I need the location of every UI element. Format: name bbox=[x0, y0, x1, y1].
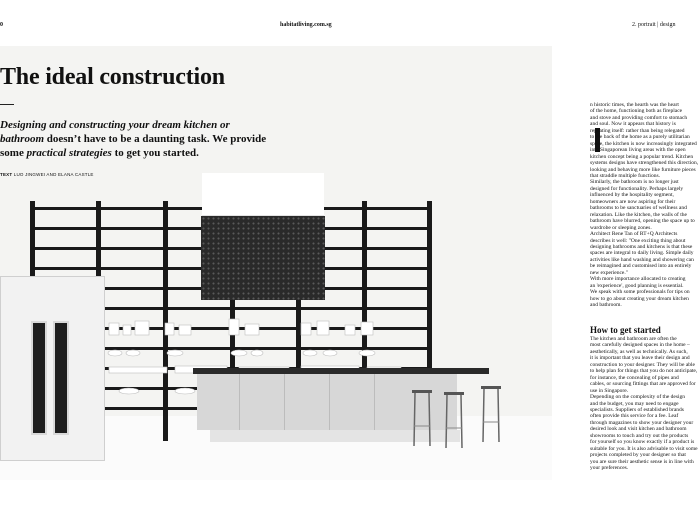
intro-text bbox=[590, 102, 700, 309]
text-line: The kitchen and bathroom are often the bbox=[590, 336, 677, 342]
text-line: repeating itself: rather than being relegated bbox=[590, 127, 685, 134]
text-line: suitable for you. It is also advisable to visit some bbox=[590, 445, 698, 452]
article-title: The ideal construction bbox=[0, 64, 225, 90]
text-line: your preferences. bbox=[590, 465, 629, 472]
text-line: designing bathrooms and kitchens is that these bbox=[590, 243, 693, 250]
text-line: spaces are integral to daily living. Simple daily bbox=[590, 250, 694, 257]
section-label: 2. portrait | design bbox=[632, 22, 676, 28]
text-line: and stove and providing comfort to stomach bbox=[590, 114, 688, 121]
article-column bbox=[566, 46, 700, 525]
page-header bbox=[0, 0, 700, 46]
text-line: through magazines to show your designer your bbox=[590, 419, 694, 426]
text-line: bathrooms to be sanctuaries of wellness and bbox=[590, 205, 687, 212]
text-line: Similarly, the bathroom is no longer just bbox=[590, 179, 679, 186]
text-line: be reimagined and customised into an entirely bbox=[590, 263, 692, 270]
section-text bbox=[590, 336, 700, 472]
text-line: for yourself so you know exactly if a product is bbox=[590, 439, 695, 446]
text-line: desired look and visit kitchen and bathroom bbox=[590, 426, 687, 433]
text-line: specialists. Suppliers of established brands bbox=[590, 406, 684, 413]
textured-black-panel bbox=[201, 216, 325, 300]
text-line: relaxation. Like the kitchen, the walls of the bbox=[590, 211, 687, 218]
text-line: cables, or sourcing fittings that are approved for bbox=[590, 381, 696, 388]
white-extractor-hood bbox=[202, 173, 324, 216]
text-line: bathroom have blurred, opening the space up to bbox=[590, 218, 695, 225]
text-line: it is important that you leave their design and bbox=[590, 355, 690, 362]
kitchen-photo-page bbox=[0, 46, 552, 480]
text-line: looking and behaving more like furniture pieces bbox=[590, 166, 696, 173]
bar-stool bbox=[411, 390, 433, 446]
text-line: n historic times, the hearth was the heart bbox=[590, 102, 679, 108]
title-rule bbox=[0, 104, 14, 105]
text-line: activities like hand washing and showering can bbox=[590, 256, 694, 263]
text-line: projects completed by your designer so that bbox=[590, 452, 686, 459]
text-line: showrooms to touch and try out the products bbox=[590, 432, 689, 439]
text-line: new experience." bbox=[590, 269, 628, 276]
text-line: aesthetically, as well as technically. As such, bbox=[590, 348, 688, 355]
text-line: and bathroom. bbox=[590, 302, 622, 309]
bar-stool bbox=[443, 392, 465, 448]
text-line: to the back of the home as a purely utilitarian bbox=[590, 134, 690, 141]
byline: TEXT LUO JINGWEI AND ELANA CASTLE bbox=[0, 172, 94, 177]
subhead-how-to-get-started: How to get started bbox=[590, 325, 661, 335]
text-line: influenced by the hospitality segment, bbox=[590, 192, 674, 199]
text-line: use in Singapore. bbox=[590, 387, 629, 394]
text-line: designed for functionality. Perhaps largely bbox=[590, 185, 684, 192]
text-line: Depending on the complexity of the design bbox=[590, 394, 686, 401]
text-line: often provide this service for a fee. Leaf bbox=[590, 413, 679, 420]
text-line: homeowners are now aspiring for their bbox=[590, 198, 676, 205]
text-line: space, the kitchen is now increasingly integrated bbox=[590, 140, 697, 147]
website-url: habitatliving.com.sg bbox=[280, 22, 332, 28]
text-line: for instance, the concealing of pipes and bbox=[590, 374, 679, 381]
text-line: systems designs have strengthened this direction, bbox=[590, 160, 699, 167]
text-line: We speak with some professionals for tips on bbox=[590, 289, 690, 296]
text-line: of the home, functioning both as fireplace bbox=[590, 108, 683, 115]
text-line: describes it well: "One exciting thing about bbox=[590, 237, 686, 244]
text-line: that straddle multiple functions. bbox=[590, 172, 660, 179]
text-line: an 'experience', good planning is essential. bbox=[590, 282, 684, 289]
text-line: into Singaporean living areas with the open bbox=[590, 147, 686, 154]
text-line: how to go about creating your dream kitchen bbox=[590, 295, 689, 302]
tall-white-cabinet bbox=[0, 276, 105, 461]
article-deck: Designing and constructing your dream kitchen or bathroom doesn’t have to be a daunting task. We provide some practical strategies to get you started. bbox=[0, 119, 267, 159]
text-line: most carefully designed spaces in the home – bbox=[590, 342, 690, 349]
text-line: With more importance allocated to creating bbox=[590, 276, 686, 283]
bar-stool bbox=[480, 386, 502, 442]
text-line: to help plan for things that you do not anticipate, bbox=[590, 368, 698, 375]
text-line: and the budget, you may need to engage bbox=[590, 400, 679, 407]
text-line: wardrobe or sleeping zones. bbox=[590, 224, 652, 231]
text-line: Architect Rene Tan of RT+Q Architects bbox=[590, 231, 678, 238]
text-line: and soul. Now it appears that history is bbox=[590, 121, 676, 128]
page-number: 0 bbox=[0, 22, 3, 28]
text-line: kitchen concept being a popular trend. Kitchen bbox=[590, 153, 694, 160]
text-line: you are sure their aesthetic sense is in line with bbox=[590, 458, 694, 465]
text-line: construction to your designer. They will be able bbox=[590, 361, 695, 368]
